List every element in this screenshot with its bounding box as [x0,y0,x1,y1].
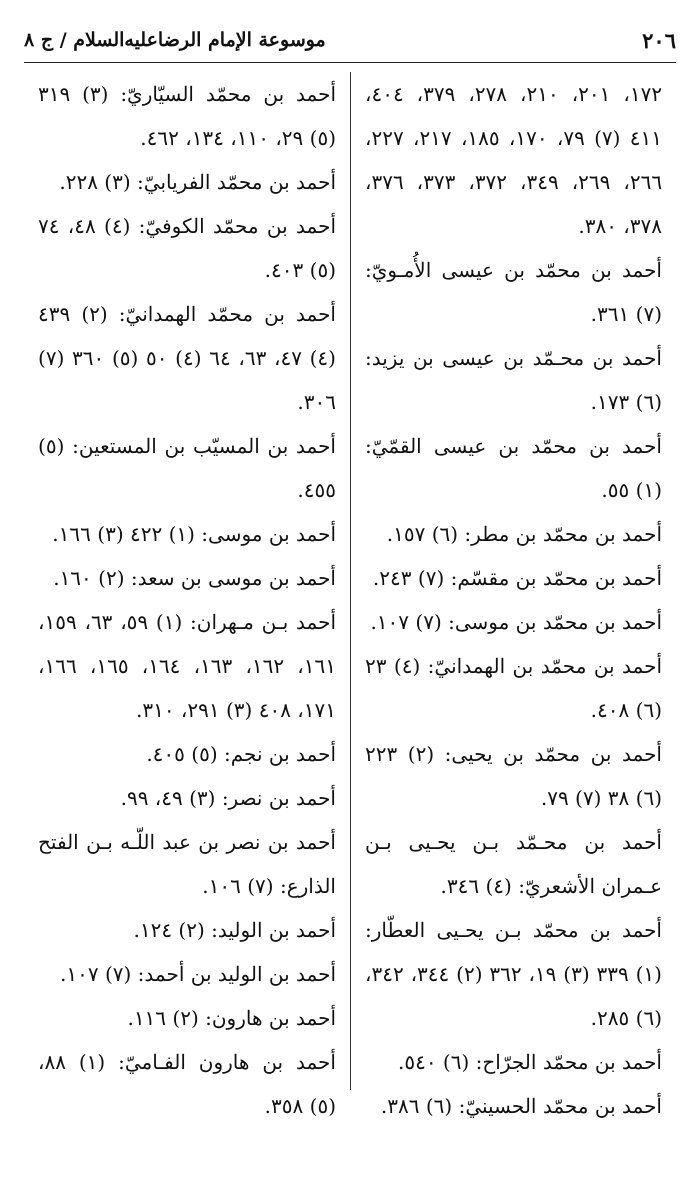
index-entry: أحمد بن محمّد الكوفيّ: (٤) ٤٨، ٧٤ (٥) ٤٠٣. [38,214,337,282]
index-entry: أحمد بن المسيّب بن المستعين: (٥) ٤٥٥. [38,434,336,502]
index-entry: أحمد بن محمّد الفريابيّ: (٣) ٢٢٨. [59,170,336,194]
index-entry: أحمد بن موسى بن سعد: (٢) ١٦٠. [53,566,336,590]
index-entry: أحمد بن محمّد الهمدانيّ: (٢) ٤٣٩ (٤) ٤٧، ٦٣، ٦٤ (٤) ٥٠ (٥) ٣٦٠ (٧) ٣٠٦. [38,302,336,414]
index-entry: أحمد بن هارون الفـاميّ: (١) ٨٨، (٥) ٣٥٨. [38,1050,336,1118]
index-entry: أحمد بن محـمّد بـن يحـيى بـن عـمران الأشعريّ: (٤) ٣٤٦. [365,830,662,898]
index-entry: أحمد بن محمّد بن عيسى القمّيّ: (١) ٥٥. [365,434,662,502]
running-title: موسوعة الإمام الرضاعليه‌السلام / ج ٨ [24,29,326,51]
index-entry: أحمد بن نجم: (٥) ٤٠٥. [146,742,336,766]
index-entry: ١٧٢، ٢٠١، ٢١٠، ٢٧٨، ٣٧٩، ٤٠٤، ٤١١ (٧) ٧٩، ١٧٠، ١٨٥، ٢١٧، ٢٢٧، ٢٦٦، ٢٦٩، ٣٤٩، ٣٧٢، ٣٧٣، ٣٧٦، ٣٧٨، ٣٨٠. [365,82,663,238]
index-entry: أحمد بن الوليد: (٢) ١٢٤. [133,918,336,942]
index-entry: أحمد بن محمّد الحسينيّ: (٦) ٣٨٦. [380,1094,662,1118]
index-entry: أحمد بن محـمّد بن عيسى بن يزيد: (٦) ١٧٣. [365,346,662,414]
page-number: ٢٠٦ [642,27,676,53]
index-columns [24,72,676,1118]
right-column [350,72,676,1118]
index-entry: أحمد بن هارون: (٢) ١١٦. [127,1006,336,1030]
index-entry: أحمد بن محمّد بن مطر: (٦) ١٥٧. [386,522,662,546]
index-entry: أحمد بن نصر: (٣) ٤٩، ٩٩. [120,786,336,810]
index-entry: أحمد بن محمّد بن يحيى: (٢) ٢٢٣ (٦) ٣٨ (٧) ٧٩. [365,742,662,810]
header-divider [24,62,676,63]
index-entry: أحمد بن محمّد بـن يحـيى العطّار: (١) ٣٣٩ (٣) ١٩، ٣٦٢ (٢) ٣٤٤، ٣٤٢، (٦) ٢٨٥. [365,918,662,1030]
index-entry: أحمد بن محمّد السيّاريّ: (٣) ٣١٩ (٥) ٢٩، ١١٠، ١٣٤، ٤٦٢. [38,82,337,150]
index-entry: أحمد بـن مـهران: (١) ٥٩، ٦٣، ١٥٩، ١٦١، ١٦٢، ١٦٣، ١٦٤، ١٦٥، ١٦٦، ١٧١، ٤٠٨ (٣) ٢٩١، ٣١٠. [38,610,337,722]
index-entry: أحمد بن محمّد بن الهمدانيّ: (٤) ٢٣ (٦) ٤٠٨. [365,654,662,722]
page-header [24,22,676,58]
index-entry: أحمد بن نصر بن عبد اللّـه بـن الفتح الذارع: (٧) ١٠٦. [38,830,336,898]
left-column [24,72,350,1118]
index-entry: أحمد بن محمّد بن عيسى الأُمـويّ: (٧) ٣٦١. [365,258,662,326]
index-entry: أحمد بن محمّد الجرّاح: (٦) ٥٤٠. [397,1050,662,1074]
index-entry: أحمد بن موسى: (١) ٤٢٢ (٣) ١٦٦. [52,522,336,546]
index-entry: أحمد بن محمّد بن مقسّم: (٧) ٢٤٣. [372,566,662,590]
index-entry: أحمد بن الوليد بن أحمد: (٧) ١٠٧. [60,962,336,986]
index-entry: أحمد بن محمّد بن موسى: (٧) ١٠٧. [370,610,662,634]
